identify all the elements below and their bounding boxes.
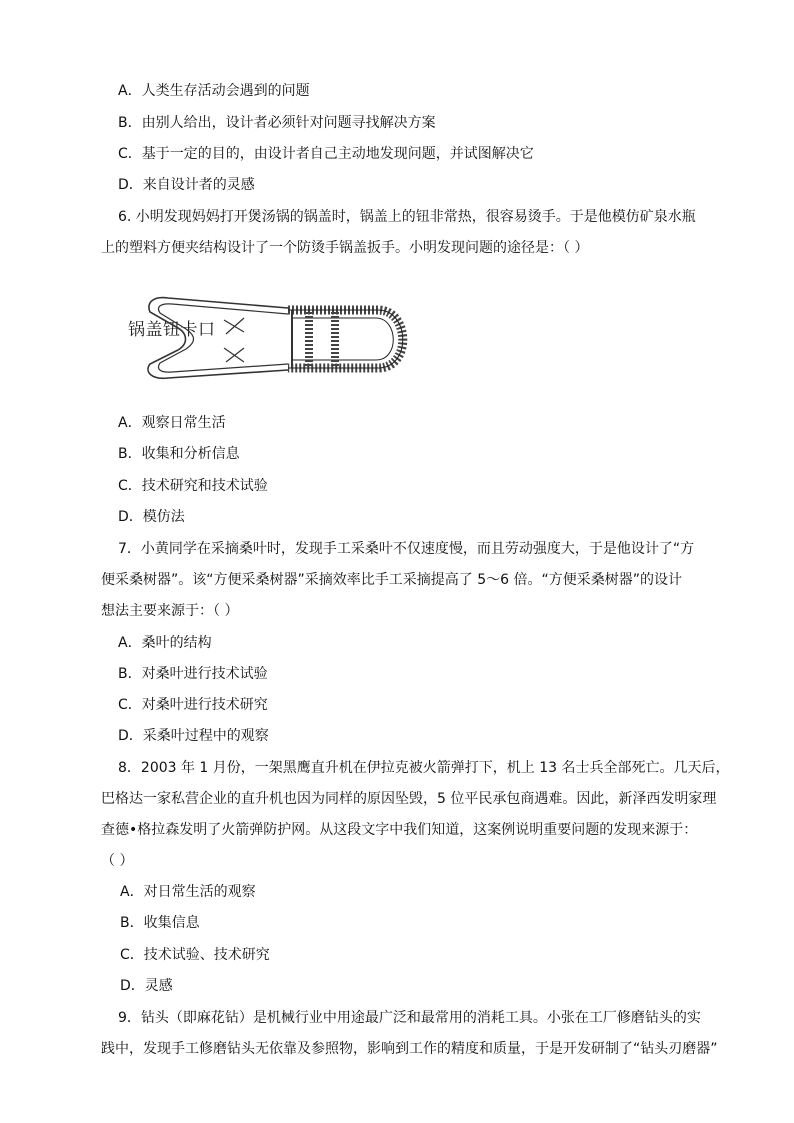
figure-label: 锅盖钮卡口 <box>128 320 216 340</box>
q7-stem-line-2: 便采桑树器”。该“方便采桑树器”采摘效率比手工采摘提高了 5～6 倍。“方便采桑树器”的设计 <box>101 572 682 588</box>
q6-option-a: A．观察日常生活 <box>118 415 226 431</box>
q7-option-c: C．对桑叶进行技术研究 <box>118 697 268 713</box>
q8-option-a: A．对日常生活的观察 <box>120 884 256 900</box>
q7-stem-line-3: 想法主要来源于：（ ） <box>101 603 239 619</box>
q6-stem <box>101 202 711 264</box>
q6-stem-line-1: 6. 小明发现妈妈打开煲汤锅的锅盖时，锅盖上的钮非常热，很容易烫手。于是他模仿矿泉水瓶 <box>118 209 696 225</box>
q8-stem-line-3: 查德•格拉森发明了火箭弹防护网。从这段文字中我们知道，这案例说明重要问题的发现来源于： <box>101 822 698 838</box>
q8-stem <box>101 753 730 877</box>
q6-stem-line-2: 上的塑料方便夹结构设计了一个防烫手锅盖扳手。小明发现问题的途径是：（ ） <box>101 240 589 256</box>
q7-stem <box>101 534 711 627</box>
q6-option-d: D．模仿法 <box>118 509 185 525</box>
q9-stem-line-1: 9．钻头（即麻花钻）是机械行业中用途最广泛和最常用的消耗工具。小张在工厂修磨钻头的实 <box>118 1010 701 1026</box>
q6-option-c: C．技术研究和技术试验 <box>118 478 268 494</box>
q7-option-d: D．采桑叶过程中的观察 <box>118 728 269 744</box>
q8-option-b: B．收集信息 <box>120 915 200 931</box>
q9-stem <box>101 1003 718 1065</box>
q8-option-d: D．灵感 <box>120 978 173 994</box>
pot-lid-wrench-figure <box>128 292 428 384</box>
q5-option-a: A．人类生存活动会遇到的问题 <box>118 83 310 99</box>
q5-option-c: C．基于一定的目的，由设计者自己主动地发现问题，并试图解决它 <box>118 146 534 162</box>
q7-option-b: B．对桑叶进行技术试验 <box>118 666 268 682</box>
q7-stem-line-1: 7．小黄同学在采摘桑叶时，发现手工采桑叶不仅速度慢，而且劳动强度大，于是他设计了“方 <box>118 541 695 557</box>
q7-option-a: A．桑叶的结构 <box>118 635 212 651</box>
pot-lid-wrench-drawing <box>128 292 428 384</box>
q8-stem-line-1: 8．2003 年 1 月份，一架黑鹰直升机在伊拉克被火箭弹打下，机上 13 名士兵全部死亡。几天后， <box>118 760 730 776</box>
q5-option-d: D．来自设计者的灵感 <box>118 177 255 193</box>
q6-option-b: B．收集和分析信息 <box>118 446 240 462</box>
q5-option-b: B．由别人给出，设计者必须针对问题寻找解决方案 <box>118 115 436 131</box>
q8-option-c: C．技术试验、技术研究 <box>120 947 270 963</box>
q9-stem-line-2: 践中，发现手工修磨钻头无依靠及参照物，影响到工作的精度和质量，于是开发研制了“钻头刃磨器” <box>101 1041 718 1057</box>
q8-stem-line-4: （ ） <box>101 853 134 869</box>
q8-stem-line-2: 巴格达一家私营企业的直升机也因为同样的原因坠毁，5 位平民承包商遇难。因此，新泽西发明家理 <box>101 791 717 807</box>
